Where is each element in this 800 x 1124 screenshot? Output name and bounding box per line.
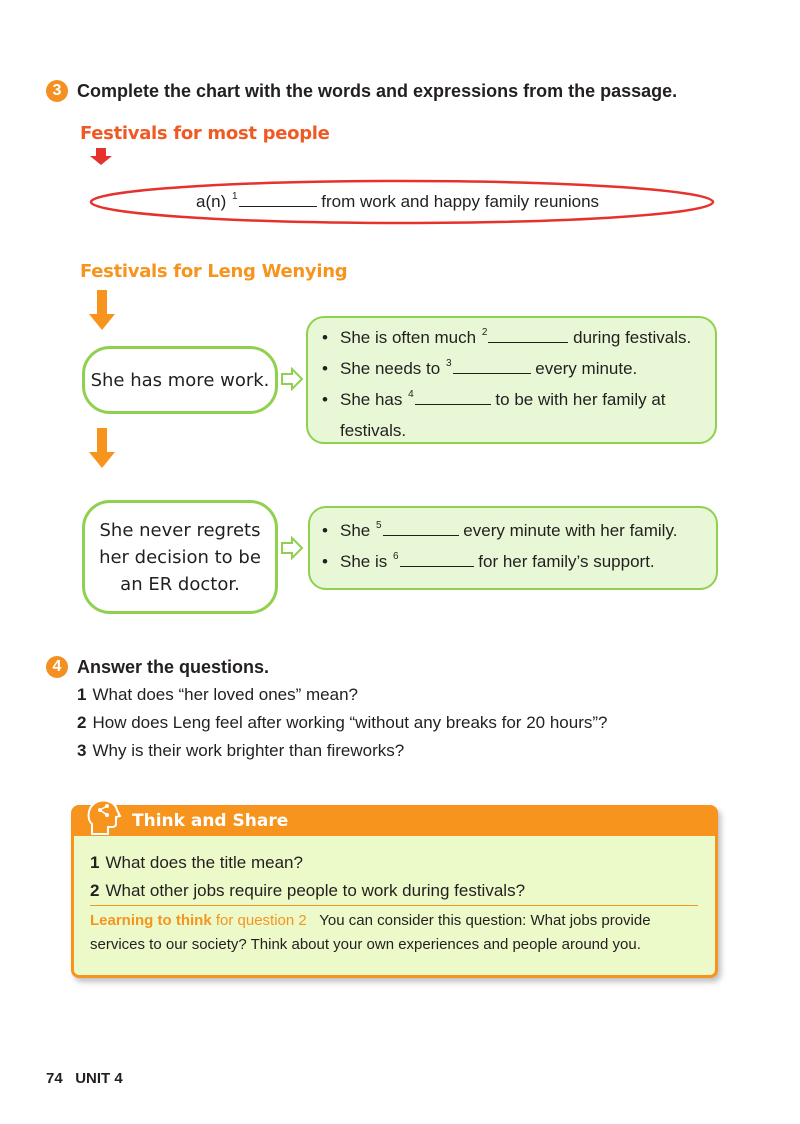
question-list (77, 685, 607, 769)
right-arrow-icon (280, 367, 304, 391)
answer-blank[interactable] (383, 521, 459, 536)
bubble-line: an ER doctor. (120, 573, 240, 595)
list-item: • She has $^4$ to be with her family at (322, 389, 666, 409)
details-list-2 (322, 517, 677, 579)
right-arrow-icon (280, 536, 304, 560)
exercise-number-badge: 3 (46, 80, 68, 102)
exercise-number-badge: 4 (46, 656, 68, 678)
unit-label: UNIT 4 (75, 1070, 123, 1087)
bubble-line: her decision to be (99, 546, 261, 568)
learning-tip-line-2: services to our society? Think about your own experiences and people around you. (90, 936, 641, 953)
list-item: • She $^5$ every minute with her family. (322, 520, 678, 540)
list-item: • She is often much $^2$ during festivals. (322, 327, 692, 347)
bubble-never-regrets (82, 500, 278, 614)
head-share-icon (84, 798, 124, 838)
question-item: 2 How does Leng feel after working “without any breaks for 20 hours”? (77, 713, 608, 732)
details-list-1 (322, 324, 691, 445)
answer-blank[interactable] (453, 359, 531, 374)
learning-label: Learning to think (90, 912, 212, 929)
down-arrow-icon (88, 428, 116, 470)
bubble-line: She never regrets (99, 519, 261, 541)
answer-blank[interactable] (488, 328, 568, 343)
answer-blank[interactable] (400, 552, 474, 567)
question-item: 3 Why is their work brighter than fireworks? (77, 741, 405, 760)
down-arrow-icon (88, 290, 116, 332)
blank-line-1: a(n) $^1$ from work and happy family reunions (196, 191, 600, 211)
list-item: • She needs to $^3$ every minute. (322, 358, 638, 378)
heading-most-people: Festivals for most people (80, 123, 330, 144)
think-and-share-panel (71, 805, 718, 978)
think-question-item: 2 What other jobs require people to work during festivals? (90, 881, 526, 900)
answer-blank[interactable] (239, 192, 317, 207)
answer-blank[interactable] (415, 390, 491, 405)
question-item: 1 What does “her loved ones” mean? (77, 685, 359, 704)
exercise-3-instruction: Complete the chart with the words and expressions from the passage. (77, 81, 678, 101)
think-question-item: 1 What does the title mean? (90, 853, 303, 872)
bubble-more-work-text: She has more work. (90, 369, 270, 391)
heading-leng-wenying: Festivals for Leng Wenying (80, 261, 348, 282)
exercise-4-instruction: Answer the questions. (77, 657, 270, 677)
page-footer (46, 1070, 123, 1087)
page-number: 74 (46, 1070, 63, 1087)
list-item: • She is $^6$ for her family’s support. (322, 551, 655, 571)
bubble-more-work (82, 346, 278, 414)
learning-tip-line-1: Learning to think for question 2 You can consider this question: What jobs provide (90, 912, 651, 929)
learning-for: for question 2 (215, 912, 307, 929)
divider (90, 905, 698, 906)
down-arrow-icon (89, 148, 113, 166)
list-item-continuation: festivals. (340, 421, 407, 440)
think-and-share-title: Think and Share (132, 811, 289, 831)
